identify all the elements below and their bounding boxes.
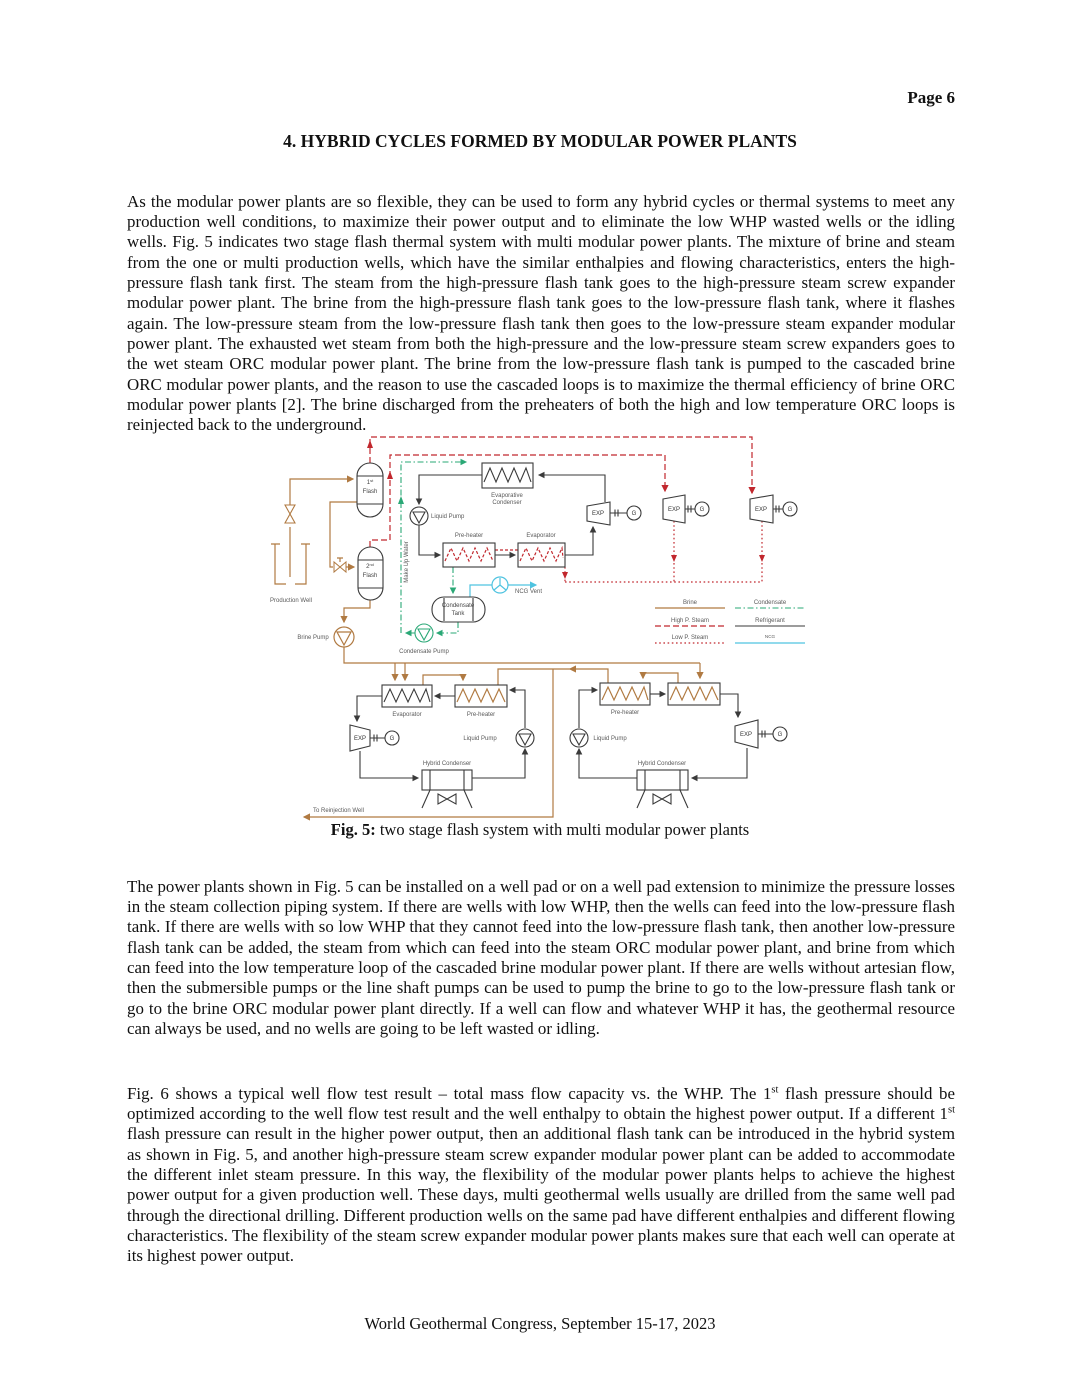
exp3-label: EXP: [754, 507, 768, 513]
production-well-label: Production Well: [270, 598, 312, 604]
evaporator-label-top: Evaporator: [526, 533, 556, 539]
liquid-pump-label-left: Liquid Pump: [463, 736, 497, 742]
condensate-pump-label: Condensate Pump: [399, 649, 449, 655]
condensate-tank-label-2: Tank: [451, 611, 465, 617]
exp2-label: EXP: [667, 507, 681, 513]
to-reinjection-well-label: To Reinjection Well: [313, 808, 364, 814]
exp5-label: EXP: [739, 732, 753, 738]
wet-steam-orc-loop: [410, 463, 641, 642]
paragraph-3-seg1: Fig. 6 shows a typical well flow test result – total mass flow capacity vs. the WHP. The 1: [127, 1083, 772, 1103]
figure-caption-label: Fig. 5:: [330, 820, 376, 839]
paragraph-3-sup2: st: [948, 1104, 955, 1116]
liquid-pump-label-right: Liquid Pump: [593, 736, 627, 742]
generator2-label: G: [699, 507, 705, 513]
footer-text: World Geothermal Congress, September 15-17, 2023: [364, 1314, 716, 1333]
condensate-tank-label-1: Condensate: [441, 603, 475, 609]
generator1-label: G: [631, 511, 637, 517]
brine-pump-label: Brine Pump: [297, 635, 329, 641]
generator3-label: G: [787, 507, 793, 513]
evaporative-condenser-label-2: Condenser: [492, 500, 522, 506]
paragraph-2: The power plants shown in Fig. 5 can be installed on a well pad or on a well pad extension to minimize the pressure losses in the steam collection piping system. If there are wells with low WHP, then the wells can feed into the low-pressure flash tank. If there are wells with so low WHP that they cannot feed into the low-pressure flash tank, then another low-pressure flash tank can be added, the steam from which can feed into the steam ORC modular power plant, and brine from which can feed into the low temperature loop of the cascaded brine modular power plant. If there are wells without artesian flow, then the submersible pumps or the line shaft pumps can be used to pump the brine to go to the low-pressure flash tank or go to the brine ORC modular power plant directly. If a well can flow and whatever WHP it has, the geothermal resource can always be used, and no wells are going to be left wasted or idling.: [127, 876, 955, 1038]
legend-condensate-label: Condensate: [753, 600, 787, 606]
brine-lines: [271, 479, 700, 817]
hybrid-condenser-label-right: Hybrid Condenser: [637, 761, 687, 767]
ncg-vent-label: NCG Vent: [515, 589, 543, 595]
paragraph-1: As the modular power plants are so flexible, they can be used to form any hybrid cycles or thermal systems to meet any production well conditions, to maximize their power output and to eliminate the low WHP wasted wells or the idling wells. Fig. 5 indicates two stage flash thermal system with multi modular power plants. The mixture of brine and steam from the one or multi production wells, which have the similar enthalpies and flowing characteristics, enters the high-pressure flash tank first. The steam from the high-pressure flash tank goes to the high-pressure steam screw expander modular power plant. The brine from the high-pressure flash tank goes to the low-pressure flash tank, where it flashes again. The low-pressure steam from the low-pressure flash tank then goes to the low-pressure steam expander modular power plant. The exhausted wet steam from both the high-pressure and the low-pressure steam screw expanders goes to the wet steam ORC modular power plant. The brine from the low-pressure flash tank is pumped to the cascaded brine ORC modular power plants, and the reason to use the cascaded loops is to maximize the thermal efficiency of brine ORC modular power plants [2]. The brine discharged from the preheaters of both the high and low temperature ORC loops is reinjected back to the underground.: [127, 191, 955, 435]
legend-ncg-label: NCG: [764, 634, 776, 639]
flash1-word: Flash: [362, 489, 378, 495]
steam-expander-units: [663, 495, 797, 523]
figure-5-diagram: [258, 432, 838, 824]
legend-brine-label: Brine: [682, 600, 698, 606]
figure-legend: [655, 600, 805, 643]
paragraph-3-seg3: flash pressure can result in the higher power output, then an additional flash tank can be introduced in the hybrid system as shown in Fig. 5, and another high-pressure steam screw expander modular power plant can be added to accommodate the different inlet steam pressure. In this way, the flexibility of the modular power plants helps to achieve the highest power output for a given production well. These days, multi geothermal wells usually are drilled from the same well pad through the directional drilling. Different production wells on the same pad have different enthalpies and different flowing characteristics. The flexibility of the steam screw expander modular power plants makes sure that each well can operate at its highest power output.: [127, 1124, 955, 1266]
pre-heater-label-top: Pre-heater: [454, 533, 484, 539]
evaporative-condenser-label-1: Evaporative: [491, 493, 523, 499]
page-number: Page 6: [907, 88, 955, 107]
paragraph-3-seg2: flash pressure should be optimized according to the well flow test result and the well enthalpy to obtain the highest power output. If a different 1: [127, 1083, 955, 1124]
generator4-label: G: [389, 736, 395, 742]
evaporator-label-left: Evaporator: [392, 712, 422, 718]
legend-high-p-steam-label: High P. Steam: [671, 618, 709, 624]
flash2-word: Flash: [362, 573, 378, 579]
exp4-label: EXP: [353, 736, 367, 742]
figure-caption: [0, 820, 1080, 840]
make-up-water-label: Make Up Water: [404, 541, 410, 583]
flash1-label: 1st: [366, 477, 374, 486]
exp1-label: EXP: [591, 511, 605, 517]
pre-heater-label-left: Pre-heater: [466, 712, 496, 718]
legend-refrigerant-label: Refrigerant: [755, 618, 785, 624]
section-title: 4. HYBRID CYCLES FORMED BY MODULAR POWER PLANTS: [283, 131, 797, 151]
hybrid-condenser-label-left: Hybrid Condenser: [422, 761, 472, 767]
pre-heater-label-right: Pre-heater: [610, 710, 640, 716]
brine-orc-loop-right: [570, 683, 787, 808]
figure-caption-text: two stage flash system with multi modular power plants: [375, 820, 750, 839]
liquid-pump-label-top: Liquid Pump: [431, 514, 465, 520]
paragraph-3-sup1: st: [771, 1084, 779, 1096]
generator5-label: G: [777, 732, 783, 738]
brine-orc-loop-left: [350, 685, 534, 808]
legend-low-p-steam-label: Low P. Steam: [671, 635, 709, 641]
high-pressure-steam-lines: [367, 437, 752, 547]
flash2-label: 2nd: [366, 561, 374, 570]
paragraph-3: [127, 1084, 955, 1267]
